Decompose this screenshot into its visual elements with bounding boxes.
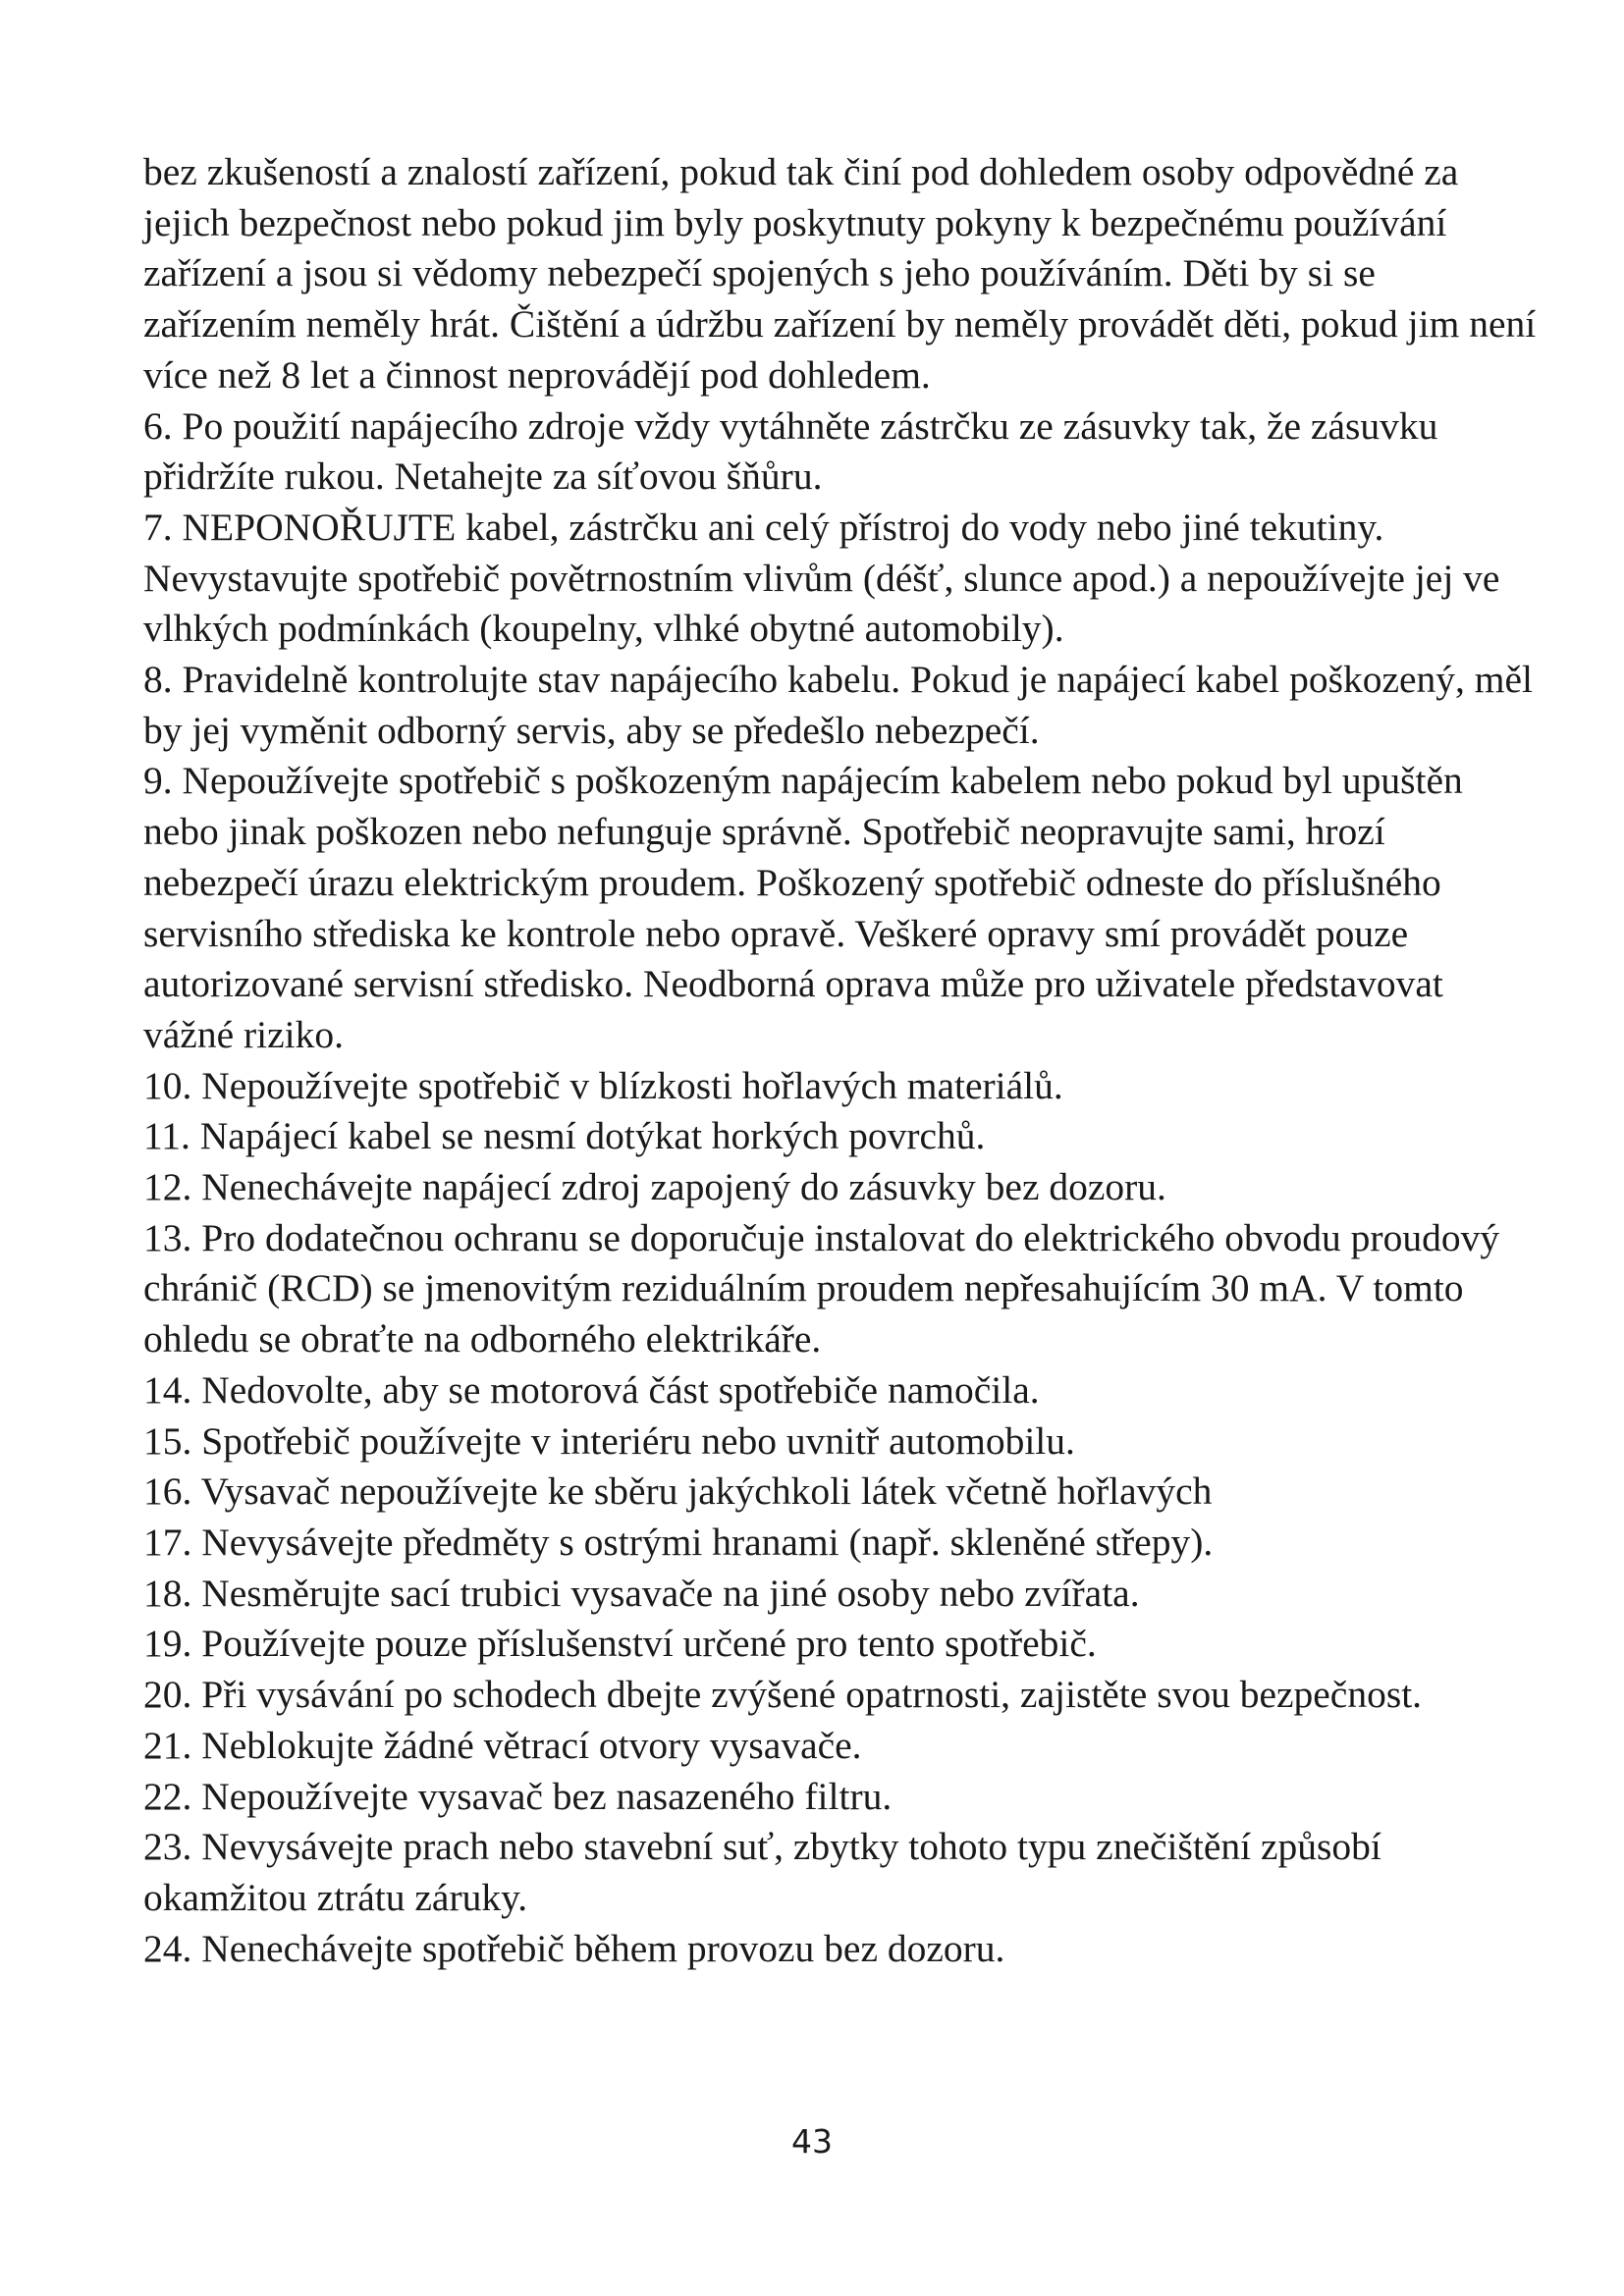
list-item-22: 22. Nepoužívejte vysavač bez nasazeného filtru. <box>143 1774 893 1818</box>
list-item-17: 17. Nevysávejte předměty s ostrými hranami (např. skleněné střepy). <box>143 1520 1214 1564</box>
list-item-23: 23. Nevysávejte prach nebo stavební suť, zbytky tohoto typu znečištění způsobí okamžitou ztrátu záruky. <box>143 1825 1381 1919</box>
list-item-19: 19. Používejte pouze příslušenství určené pro tento spotřebič. <box>143 1622 1097 1666</box>
list-item-7: 7. NEPONOŘUJTE kabel, zástrčku ani celý přístroj do vody nebo jiné tekutiny. Nevystavujte spotřebič povětrnostním vlivům (déšť, slunce apod.) a nepoužívejte jej ve vlhkých podmínkách (koupelny, vlhké obytné automobily). <box>143 505 1500 651</box>
list-item-21: 21. Neblokujte žádné větrací otvory vysavače. <box>143 1723 862 1767</box>
list-item-14: 14. Nedovolte, aby se motorová část spotřebiče namočila. <box>143 1367 1040 1412</box>
list-item-18: 18. Nesměrujte sací trubici vysavače na jiné osoby nebo zvířata. <box>143 1571 1140 1615</box>
list-item-11: 11. Napájecí kabel se nesmí dotýkat horkých povrchů. <box>143 1114 986 1158</box>
instructions-text <box>143 147 1538 1974</box>
page-number: 43 <box>791 2122 833 2161</box>
paragraph-intro-continued: bez zkušeností a znalostí zařízení, pokud tak činí pod dohledem osoby odpovědné za jejich bezpečnost nebo pokud jim byly poskytnuty pokyny k bezpečnému používání zařízení a jsou si vědomy nebezpečí spojených s jeho používáním. Děti by si se zařízením neměly hrát. Čištění a údržbu zařízení by neměly provádět děti, pokud jim není více než 8 let a činnost neprovádějí pod dohledem. <box>143 150 1537 397</box>
list-item-12: 12. Nenechávejte napájecí zdroj zapojený do zásuvky bez dozoru. <box>143 1165 1166 1209</box>
list-item-16: 16. Vysavač nepoužívejte ke sběru jakýchkoli látek včetně hořlavých <box>143 1469 1213 1514</box>
list-item-10: 10. Nepoužívejte spotřebič v blízkosti hořlavých materiálů. <box>143 1063 1063 1107</box>
list-item-15: 15. Spotřebič používejte v interiéru nebo uvnitř automobilu. <box>143 1418 1075 1463</box>
list-item-24: 24. Nenechávejte spotřebič během provozu bez dozoru. <box>143 1926 1005 1970</box>
list-item-8: 8. Pravidelně kontrolujte stav napájecího kabelu. Pokud je napájecí kabel poškozený, měl by jej vyměnit odborný servis, aby se předešlo nebezpečí. <box>143 658 1533 752</box>
list-item-20: 20. Při vysávání po schodech dbejte zvýšené opatrnosti, zajistěte svou bezpečnost. <box>143 1673 1423 1717</box>
list-item-6: 6. Po použití napájecího zdroje vždy vytáhněte zástrčku ze zásuvky tak, že zásuvku přidržíte rukou. Netahejte za síťovou šňůru. <box>143 403 1438 499</box>
list-item-13: 13. Pro dodatečnou ochranu se doporučuje instalovat do elektrického obvodu proudový chránič (RCD) se jmenovitým reziduálním proudem nepřesahujícím 30 mA. V tomto ohledu se obraťte na odborného elektrikáře. <box>143 1215 1500 1362</box>
list-item-9: 9. Nepoužívejte spotřebič s poškozeným napájecím kabelem nebo pokud byl upuštěn nebo jinak poškozen nebo nefunguje správně. Spotřebič neopravujte sami, hrozí nebezpečí úrazu elektrickým proudem. Poškozený spotřebič odneste do příslušného servisního střediska ke kontrole nebo opravě. Veškeré opravy smí provádět pouze autorizované servisní středisko. Neodborná oprava může pro uživatele představovat vážné riziko. <box>143 759 1463 1056</box>
